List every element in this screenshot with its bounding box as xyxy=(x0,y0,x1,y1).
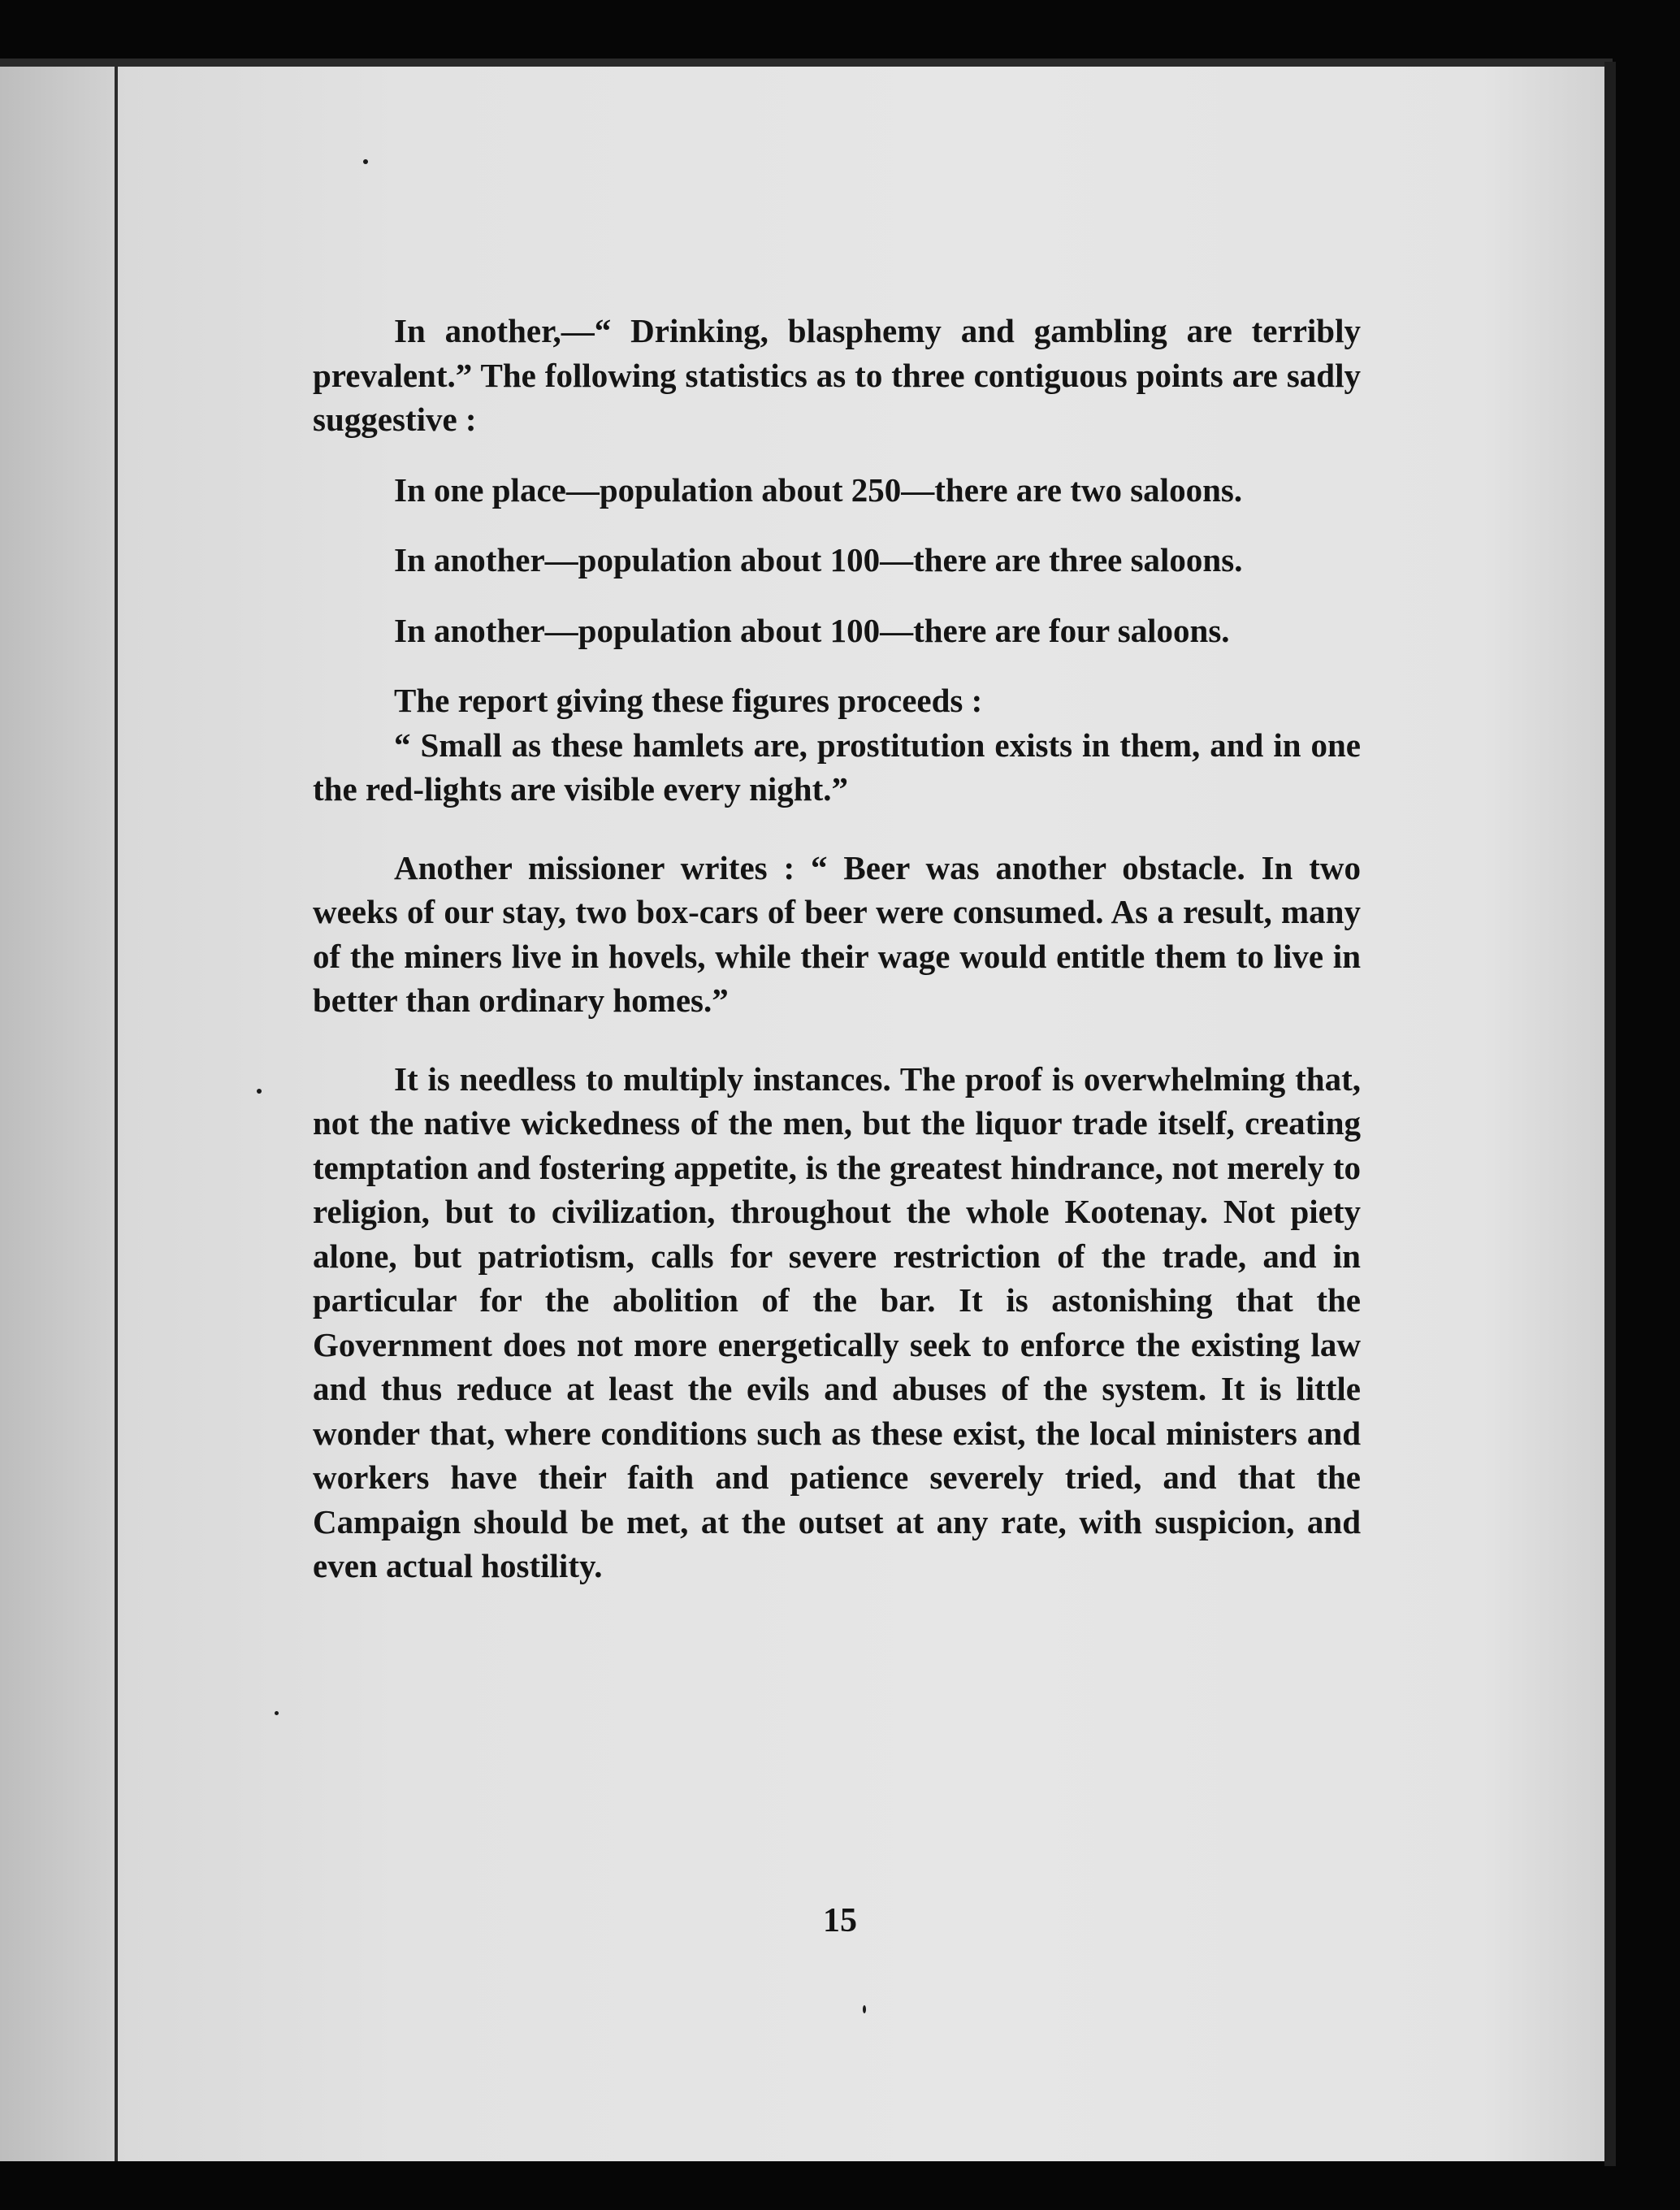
scan-speck xyxy=(863,2005,866,2013)
page-top-edge xyxy=(0,58,1613,67)
page-right-edge xyxy=(1604,62,1616,2166)
paragraph: Another missioner writes : “ Beer was another obstacle. In two weeks of our stay, two box-cars of beer were consumed. As a result, many of the miners live in hovels, while their wage would entitle them to live in better than ordinary homes.” xyxy=(313,848,1361,1019)
paragraph: The report giving these figures proceeds : xyxy=(394,682,983,719)
binding-gutter xyxy=(0,65,115,2161)
scan-speck xyxy=(275,1711,279,1715)
scan-speck xyxy=(363,159,368,164)
paragraph: In another,—“ Drinking, blasphemy and gambling are terribly prevalent.” The following statistics as to three contiguous points are sadly suggestive : xyxy=(313,312,1361,438)
paragraph: In another—population about 100—there are three saloons. xyxy=(394,541,1243,578)
paragraph: In another—population about 100—there are four saloons. xyxy=(394,611,1230,649)
body-text xyxy=(313,309,1361,1588)
paragraph: It is needless to multiply instances. The proof is overwhelming that, not the native wickedness of the men, but the liquor trade itself, creating temptation and fostering appetite, is the greatest hindrance, not merely to religion, but to civilization, throughout the whole Kootenay. Not piety alone, but patriotism, calls for severe restriction of the trade, and in particular for the abolition of the bar. It is astonishing that the Government does not more energetically seek to enforce the existing law and thus reduce at least the evils and abuses of the system. It is little wonder that, where conditions such as these exist, the local ministers and workers have their faith and patience severely tried, and that the Campaign should be met, at the outset at any rate, with suspicion, and even actual hostility. xyxy=(313,1060,1361,1584)
scan-speck xyxy=(257,1089,262,1094)
page-number: 15 xyxy=(823,1902,857,1939)
binding-line xyxy=(115,65,118,2161)
paragraph: In one place—population about 250—there are two saloons. xyxy=(394,470,1243,509)
quotation: “ Small as these hamlets are, prostitution exists in them, and in one the red-lights are visible every night.” xyxy=(313,726,1361,808)
